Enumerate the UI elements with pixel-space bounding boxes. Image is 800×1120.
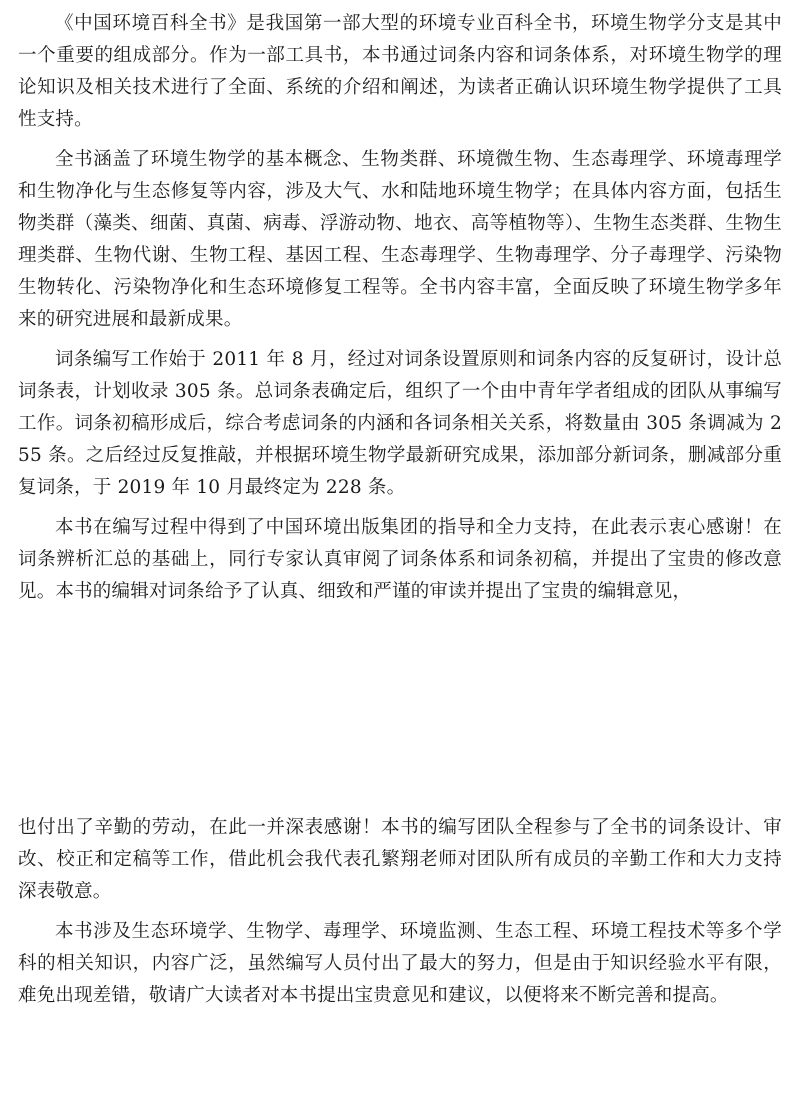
document-body-top xyxy=(18,8,782,616)
paragraph-thanks: 本书在编写过程中得到了中国环境出版集团的指导和全力支持，在此表示衷心感谢！在词条辨析汇总的基础上，同行专家认真审阅了词条体系和词条初稿，并提出了宝贵的修改意见。本书的编辑对词条给予了认真、细致和严谨的审读并提出了宝贵的编辑意见， xyxy=(18,517,782,602)
document-body-bottom xyxy=(18,812,782,1020)
paragraph-thanks-continued: 也付出了辛勤的劳动，在此一并深表感谢！本书的编写团队全程参与了全书的词条设计、审改、校正和定稿等工作，借此机会我代表孔繁翔老师对团队所有成员的辛勤工作和大力支持深表敬意。 xyxy=(18,817,782,902)
paragraph-intro: 《中国环境百科全书》是我国第一部大型的环境专业百科全书，环境生物学分支是其中一个重要的组成部分。作为一部工具书，本书通过词条内容和词条体系，对环境生物学的理论知识及相关技术进行了全面、系统的介绍和阐述，为读者正确认识环境生物学提供了工具性支持。 xyxy=(18,13,782,130)
paragraph-history: 词条编写工作始于 2011 年 8 月，经过对词条设置原则和词条内容的反复研讨，设计总词条表，计划收录 305 条。总词条表确定后，组织了一个由中青年学者组成的团队从事编写工作。词条初稿形成后，综合考虑词条的内涵和各词条相关关系，将数量由 305 条调减为 255 条。之后经过反复推敲，并根据环境生物学最新研究成果，添加部分新词条，删减部分重复词条，于 2019 年 10 月最终定为 228 条。 xyxy=(18,349,782,498)
paragraph-disclaimer: 本书涉及生态环境学、生物学、毒理学、环境监测、生态工程、环境工程技术等多个学科的相关知识，内容广泛，虽然编写人员付出了最大的努力，但是由于知识经验水平有限，难免出现差错，敬请广大读者对本书提出宝贵意见和建议，以便将来不断完善和提高。 xyxy=(18,921,782,1006)
paragraph-scope: 全书涵盖了环境生物学的基本概念、生物类群、环境微生物、生态毒理学、环境毒理学和生物净化与生态修复等内容，涉及大气、水和陆地环境生物学；在具体内容方面，包括生物类群（藻类、细菌、真菌、病毒、浮游动物、地衣、高等植物等）、生物生态类群、生物生理类群、生物代谢、生物工程、基因工程、生态毒理学、生物毒理学、分子毒理学、污染物生物转化、污染物净化和生态环境修复工程等。全书内容丰富，全面反映了环境生物学多年来的研究进展和最新成果。 xyxy=(18,149,782,330)
